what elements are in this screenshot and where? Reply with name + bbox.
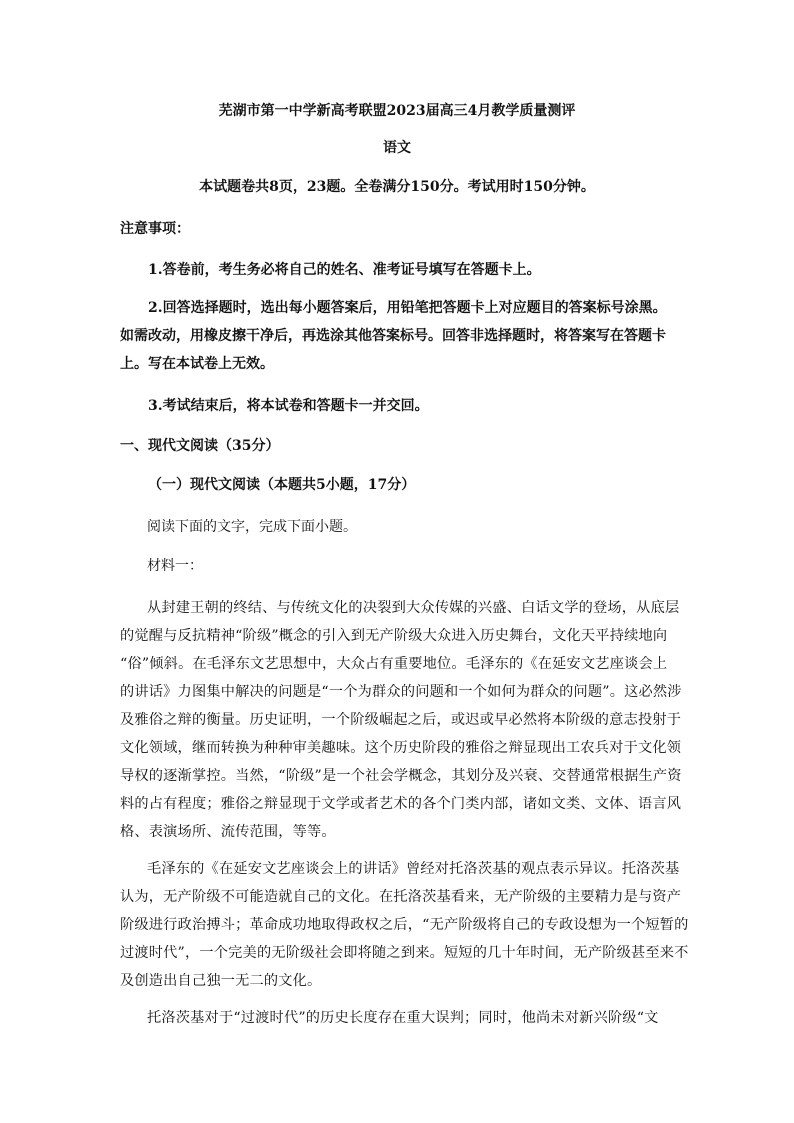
paragraph-1-line: 从封建王朝的终结、与传统文化的决裂到大众传媒的兴盛、白话文学的登场，从底层 xyxy=(147,600,680,616)
paragraph-1-line: 及雅俗之辩的衡量。历史证明，一个阶级崛起之后，或迟或早必然将本阶级的意志投射于 xyxy=(120,712,682,728)
material-label: 材料一： xyxy=(147,558,203,574)
notice-item-2-line-3: 上。写在本试卷上无效。 xyxy=(120,356,274,372)
notice-item-3: 3.考试结束后，将本试卷和答题卡一并交回。 xyxy=(148,398,429,414)
paragraph-1-line: “俗”倾斜。在毛泽东文艺思想中，大众占有重要地位。毛泽东的《在延安文艺座谈会上 xyxy=(120,656,668,672)
notice-item-1: 1.答卷前，考生务必将自己的姓名、准考证号填写在答题卡上。 xyxy=(148,262,541,278)
subject-title: 语文 xyxy=(383,140,411,156)
paragraph-2-line: 认为，无产阶级不可能造就自己的文化。在托洛茨基看来，无产阶级的主要精力是与资产 xyxy=(120,889,682,905)
paragraph-1-line: 料的占有程度；雅俗之辩显现于文学或者艺术的各个门类内部，诸如文类、文体、语言风 xyxy=(120,796,682,812)
exam-title: 芜湖市第一中学新高考联盟2023届高三4月教学质量测评 xyxy=(218,103,576,119)
exam-info: 本试题卷共8页，23题。全卷满分150分。考试用时150分钟。 xyxy=(199,179,595,195)
paragraph-2-line: 毛泽东的《在延安文艺座谈会上的讲话》曾经对托洛茨基的观点表示异议。托洛茨基 xyxy=(147,861,680,877)
paragraph-1-line: 的觉醒与反抗精神“阶级”概念的引入到无产阶级大众进入历史舞台，文化天平持续地向 xyxy=(120,628,668,644)
notice-item-2-line-2: 如需改动，用橡皮擦干净后，再选涂其他答案标号。回答非选择题时，将答案写在答题卡 xyxy=(120,328,666,344)
paragraph-1-line: 导权的逐渐掌控。当然，“阶级”是一个社会学概念，其划分及兴衰、交替通常根据生产资 xyxy=(120,768,682,784)
paragraph-1-line: 文化领域，继而转换为种种审美趣味。这个历史阶段的雅俗之辩显现出工农兵对于文化领 xyxy=(120,740,682,756)
paragraph-2-line: 及创造出自己独一无二的文化。 xyxy=(120,973,322,989)
notice-item-2-line-1: 2.回答选择题时，选出每小题答案后，用铅笔把答题卡上对应题目的答案标号涂黑。 xyxy=(148,300,667,316)
section-title: 一、现代文阅读（35分） xyxy=(120,438,280,454)
section-subtitle: （一）现代文阅读（本题共5小题，17分） xyxy=(148,477,416,493)
notice-heading: 注意事项： xyxy=(120,221,190,237)
paragraph-2-line: 阶级进行政治搏斗；革命成功地取得政权之后，“无产阶级将自己的专政设想为一个短暂的 xyxy=(120,917,689,933)
paragraph-1-line: 的讲话》力图集中解决的问题是“一个为群众的问题和一个如何为群众的问题”。这必然涉 xyxy=(120,684,682,700)
paragraph-1-line: 格、表演场所、流传范围，等等。 xyxy=(120,824,336,840)
paragraph-2-line: 过渡时代”，一个完美的无阶级社会即将随之到来。短短的几十年时间，无产阶级甚至来不 xyxy=(120,945,689,961)
paragraph-3-line: 托洛茨基对于“过渡时代”的历史长度存在重大误判；同时，他尚未对新兴阶级“文 xyxy=(147,1010,659,1026)
reading-instruction: 阅读下面的文字，完成下面小题。 xyxy=(147,519,357,535)
